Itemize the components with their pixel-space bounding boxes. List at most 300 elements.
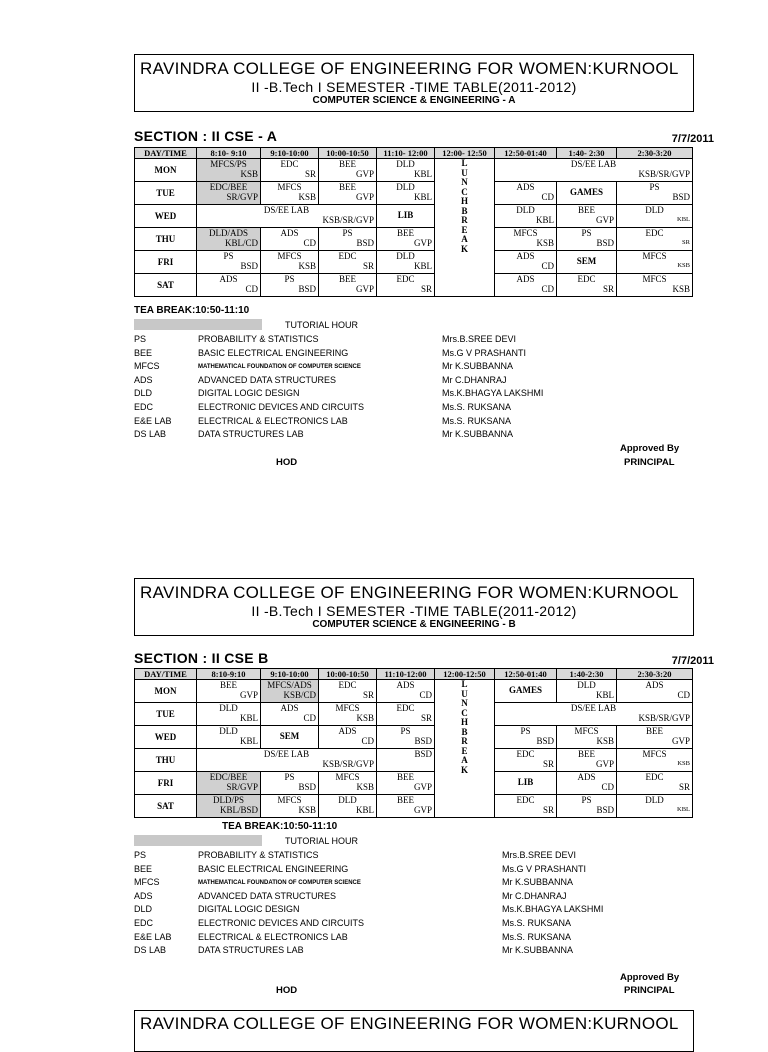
lab-faculty: KSB/SR/GVP bbox=[322, 215, 374, 225]
faculty-code: BSD bbox=[414, 736, 432, 746]
subject-code: PS bbox=[581, 228, 592, 238]
time-header: 9:10-10:00 bbox=[261, 669, 319, 680]
timetable-b bbox=[134, 668, 693, 818]
faculty-code: KSB bbox=[356, 782, 374, 792]
period-cell bbox=[377, 772, 435, 795]
faculty-code: KSB bbox=[240, 169, 258, 179]
faculty-code: KBL bbox=[240, 736, 258, 746]
lunch-letter: E bbox=[461, 224, 468, 235]
period-cell bbox=[197, 274, 261, 297]
activity-name: GAMES bbox=[569, 187, 603, 197]
time-header: 2:30-3:20 bbox=[617, 148, 693, 159]
period-cell bbox=[557, 680, 617, 703]
table-row bbox=[135, 251, 693, 274]
faculty-code: GVP bbox=[355, 169, 374, 179]
tea-break-a: TEA BREAK:10:50-11:10 bbox=[134, 305, 250, 316]
period-cell bbox=[495, 251, 557, 274]
table-row bbox=[135, 159, 693, 182]
legend-code: PS bbox=[134, 334, 147, 344]
faculty-code: SR/GVP bbox=[226, 192, 258, 202]
period-cell bbox=[319, 772, 377, 795]
legend-subject: BASIC ELECTRICAL ENGINEERING bbox=[198, 347, 349, 358]
faculty-code: GVP bbox=[239, 690, 258, 700]
period-cell bbox=[261, 159, 319, 182]
legend-faculty: Ms.G V PRASHANTI bbox=[442, 347, 527, 358]
legend-subject: ELECTRICAL & ELECTRONICS LAB bbox=[198, 415, 348, 426]
faculty-code: BSD bbox=[596, 805, 614, 815]
faculty-code: KSB bbox=[677, 760, 690, 767]
legend-subject: ADVANCED DATA STRUCTURES bbox=[198, 890, 337, 901]
table-row bbox=[135, 228, 693, 251]
lunch-letter: U bbox=[461, 167, 468, 178]
period-cell bbox=[197, 795, 261, 818]
faculty-code: CD bbox=[303, 713, 316, 723]
period-cell bbox=[377, 159, 435, 182]
legend-code: DLD bbox=[134, 388, 153, 399]
lunch-letter: R bbox=[461, 215, 468, 225]
legend-code: DS LAB bbox=[134, 429, 167, 440]
subject-code: MFCS bbox=[277, 795, 302, 805]
time-header: 12:50-01:40 bbox=[495, 669, 557, 680]
legend-code: E&E LAB bbox=[134, 931, 172, 942]
faculty-code: KBL bbox=[677, 806, 690, 813]
lunch-break-cell bbox=[435, 159, 495, 297]
principal-a: PRINCIPAL bbox=[624, 457, 675, 468]
faculty-code: KBL/BSD bbox=[219, 805, 258, 815]
faculty-code: KSB bbox=[356, 713, 374, 723]
faculty-code: SR bbox=[362, 690, 374, 700]
lunch-letter: L bbox=[461, 158, 468, 168]
subject-code: ADS bbox=[516, 274, 535, 284]
date-b: 7/7/2011 bbox=[671, 655, 714, 667]
legend-subject: ELECTRONIC DEVICES AND CIRCUITS bbox=[198, 918, 365, 928]
subject-code: EDC bbox=[516, 749, 535, 759]
period-cell bbox=[617, 251, 693, 274]
period-cell bbox=[197, 680, 261, 703]
subject-code: MFCS bbox=[277, 182, 302, 192]
faculty-code: BSD bbox=[596, 238, 614, 248]
period-cell bbox=[261, 182, 319, 205]
section-title-b: SECTION : II CSE B bbox=[134, 650, 269, 666]
subject-code: MFCS bbox=[335, 772, 360, 782]
period-cell bbox=[197, 182, 261, 205]
faculty-code: KBL/CD bbox=[224, 238, 258, 248]
day-cell: WED bbox=[135, 726, 197, 749]
day-cell: THU bbox=[135, 228, 197, 251]
legend-code: MFCS bbox=[134, 877, 160, 888]
faculty-code: SR/GVP bbox=[226, 782, 258, 792]
period-cell bbox=[617, 205, 693, 228]
legend-code: ADS bbox=[134, 890, 153, 901]
day-cell: MON bbox=[135, 159, 197, 182]
legend-faculty: Ms.K.BHAGYA LAKSHMI bbox=[442, 388, 544, 399]
day-cell: WED bbox=[135, 205, 197, 228]
lunch-letter: K bbox=[460, 243, 468, 254]
faculty-code: GVP bbox=[413, 238, 432, 248]
lunch-letter: L bbox=[461, 679, 468, 689]
faculty-code: BSD bbox=[240, 261, 258, 271]
lunch-letter: C bbox=[461, 186, 468, 197]
period-cell bbox=[261, 772, 319, 795]
period-cell bbox=[197, 228, 261, 251]
legend-code: EDC bbox=[134, 918, 154, 928]
faculty-code: GVP bbox=[413, 782, 432, 792]
lunch-letter: A bbox=[461, 234, 468, 244]
day-cell: THU bbox=[135, 749, 197, 772]
faculty-code: SR bbox=[420, 284, 432, 294]
lab-faculty: KSB/SR/GVP bbox=[638, 169, 690, 179]
table-row bbox=[135, 182, 693, 205]
legend-code: DLD bbox=[134, 904, 153, 915]
section-title-a: SECTION : II CSE - A bbox=[134, 128, 278, 144]
time-header: DAY/TIME bbox=[135, 669, 197, 680]
lunch-letter: A bbox=[461, 755, 468, 765]
day-cell: TUE bbox=[135, 703, 197, 726]
subject-code: BEE bbox=[397, 228, 414, 238]
lunch-letter: H bbox=[460, 717, 468, 727]
faculty-code: KBL bbox=[536, 215, 554, 225]
subject-code: BEE bbox=[578, 205, 595, 215]
faculty-code: GVP bbox=[413, 805, 432, 815]
subject-code: BEE bbox=[646, 726, 663, 736]
faculty-code: SR bbox=[678, 782, 690, 792]
subject-code: DLD/PS bbox=[212, 795, 244, 805]
subject-code: ADS bbox=[219, 274, 238, 284]
period-cell bbox=[557, 274, 617, 297]
header-row bbox=[135, 669, 693, 680]
legend-faculty: Ms.S. RUKSANA bbox=[442, 415, 512, 426]
period-cell bbox=[557, 182, 617, 205]
legend-faculty: Mr K.SUBBANNA bbox=[442, 429, 514, 440]
subject-code: ADS bbox=[577, 772, 596, 782]
legend-code: BEE bbox=[134, 863, 153, 874]
table-row bbox=[135, 205, 693, 228]
dept-name: COMPUTER SCIENCE & ENGINEERING - A bbox=[312, 95, 516, 106]
header-box-c bbox=[134, 1010, 694, 1052]
subject-code: MFCS bbox=[335, 703, 360, 713]
legend-faculty: Mr K.SUBBANNA bbox=[442, 361, 514, 372]
activity-name: LIB bbox=[517, 777, 534, 787]
faculty-code: CD bbox=[601, 782, 614, 792]
faculty-code: CD bbox=[541, 261, 554, 271]
table-row bbox=[135, 749, 693, 772]
subject-code: DLD bbox=[396, 182, 415, 192]
lunch-letter: H bbox=[460, 196, 468, 206]
subject-code: DLD bbox=[516, 205, 535, 215]
subject-code: DLD bbox=[577, 680, 596, 690]
legend-faculty: Mr K.SUBBANNA bbox=[502, 945, 574, 956]
subject-code: MFCS bbox=[642, 749, 667, 759]
activity-name: SEM bbox=[576, 256, 597, 266]
legend-faculty: Mr C.DHANRAJ bbox=[502, 890, 567, 901]
period-cell bbox=[319, 680, 377, 703]
tutorial-swatch-a bbox=[134, 319, 262, 330]
subject-code: ADS bbox=[280, 228, 299, 238]
subject-code: EDC bbox=[645, 772, 664, 782]
subject-code: PS bbox=[581, 795, 592, 805]
lunch-letter: E bbox=[461, 745, 468, 756]
faculty-code: KSB bbox=[298, 192, 316, 202]
subject-code: PS bbox=[223, 251, 234, 261]
subject-code: DLD bbox=[219, 703, 238, 713]
faculty-code: SR bbox=[602, 284, 614, 294]
period-cell bbox=[557, 251, 617, 274]
header-box-a bbox=[134, 54, 694, 112]
period-cell bbox=[495, 703, 693, 726]
period-cell bbox=[319, 182, 377, 205]
subject-code: EDC bbox=[396, 703, 415, 713]
period-cell bbox=[197, 749, 377, 772]
period-cell bbox=[557, 749, 617, 772]
faculty-code: CD bbox=[677, 690, 690, 700]
period-cell bbox=[319, 228, 377, 251]
semester-title: II -B.Tech I SEMESTER -TIME TABLE(2011-2012) bbox=[251, 603, 577, 619]
period-cell bbox=[377, 703, 435, 726]
college-name: RAVINDRA COLLEGE OF ENGINEERING FOR WOMEN:KURNOOL bbox=[140, 59, 679, 78]
faculty-code: KSB bbox=[298, 805, 316, 815]
period-cell bbox=[319, 251, 377, 274]
faculty-code: KSB bbox=[536, 238, 554, 248]
legend-subject: DATA STRUCTURES LAB bbox=[198, 429, 304, 440]
faculty-code: KSB bbox=[596, 736, 614, 746]
period-cell bbox=[495, 228, 557, 251]
subject-code: EDC bbox=[396, 274, 415, 284]
time-header: 1:40-2:30 bbox=[557, 669, 617, 680]
period-cell bbox=[319, 726, 377, 749]
period-cell bbox=[617, 274, 693, 297]
lunch-letter: C bbox=[461, 707, 468, 718]
faculty-code: CD bbox=[361, 736, 374, 746]
period-cell bbox=[197, 703, 261, 726]
faculty-code: KBL bbox=[414, 169, 432, 179]
faculty-code: KBL bbox=[356, 805, 374, 815]
subject-code: EDC bbox=[516, 795, 535, 805]
table-row bbox=[135, 726, 693, 749]
legend-subject: PROBABILITY & STATISTICS bbox=[198, 334, 319, 344]
subject-code: DLD bbox=[396, 159, 415, 169]
college-name: RAVINDRA COLLEGE OF ENGINEERING FOR WOMEN:KURNOOL bbox=[140, 583, 679, 602]
faculty-code: KBL bbox=[596, 690, 614, 700]
subject-code: EDC bbox=[645, 228, 664, 238]
lab-name: DS/EE LAB bbox=[570, 159, 617, 169]
subject-code: BEE bbox=[339, 182, 356, 192]
tutorial-swatch-b bbox=[134, 835, 262, 846]
faculty-code: KBL bbox=[414, 261, 432, 271]
period-cell bbox=[377, 274, 435, 297]
header-box-b bbox=[134, 578, 694, 636]
period-cell bbox=[319, 703, 377, 726]
faculty-code: BSD bbox=[356, 238, 374, 248]
subject-code: ADS bbox=[516, 182, 535, 192]
period-cell bbox=[617, 228, 693, 251]
faculty-code: GVP bbox=[671, 736, 690, 746]
subject-code: MFCS bbox=[513, 228, 538, 238]
period-cell bbox=[377, 205, 435, 228]
subject-code: EDC bbox=[338, 251, 357, 261]
period-cell bbox=[319, 795, 377, 818]
legend-faculty: Mr C.DHANRAJ bbox=[442, 374, 507, 385]
subject-code: PS bbox=[284, 274, 295, 284]
legend-code: BEE bbox=[134, 347, 153, 358]
legend-subject: ELECTRONIC DEVICES AND CIRCUITS bbox=[198, 402, 365, 412]
faculty-code: GVP bbox=[355, 192, 374, 202]
legend-code: EDC bbox=[134, 402, 154, 412]
day-cell: SAT bbox=[135, 274, 197, 297]
legend-subject: BASIC ELECTRICAL ENGINEERING bbox=[198, 863, 349, 874]
subject-code: ADS bbox=[516, 251, 535, 261]
day-cell: FRI bbox=[135, 251, 197, 274]
subject-code: BEE bbox=[578, 749, 595, 759]
lunch-break-cell bbox=[435, 680, 495, 818]
faculty-code: SR bbox=[542, 805, 554, 815]
period-cell bbox=[557, 228, 617, 251]
subject-code: MFCS/PS bbox=[210, 159, 247, 169]
period-cell bbox=[197, 726, 261, 749]
subject-code: DLD bbox=[219, 726, 238, 736]
tutorial-label-a: TUTORIAL HOUR bbox=[285, 320, 359, 330]
table-row bbox=[135, 703, 693, 726]
period-cell bbox=[495, 680, 557, 703]
subject-code: DLD bbox=[645, 795, 664, 805]
table-row bbox=[135, 680, 693, 703]
subject-code: ADS bbox=[396, 680, 415, 690]
lab-name: DS/EE LAB bbox=[263, 749, 310, 759]
period-cell bbox=[319, 159, 377, 182]
period-cell bbox=[557, 795, 617, 818]
legend-subject: MATHEMATICAL FOUNDATION OF COMPUTER SCIENCE bbox=[198, 364, 361, 371]
legend-faculty: Ms.K.BHAGYA LAKSHMI bbox=[502, 904, 604, 915]
period-cell bbox=[557, 772, 617, 795]
time-header: 1:40- 2:30 bbox=[557, 148, 617, 159]
lab-name: DS/EE LAB bbox=[263, 205, 310, 215]
period-cell bbox=[261, 703, 319, 726]
period-cell bbox=[261, 680, 319, 703]
period-cell bbox=[377, 749, 435, 772]
period-cell bbox=[495, 205, 557, 228]
time-header: 8:10- 9:10 bbox=[197, 148, 261, 159]
period-cell bbox=[617, 772, 693, 795]
period-cell bbox=[495, 274, 557, 297]
period-cell bbox=[197, 205, 377, 228]
period-cell bbox=[197, 772, 261, 795]
period-cell bbox=[617, 680, 693, 703]
faculty-code: KSB bbox=[672, 284, 690, 294]
period-cell bbox=[319, 274, 377, 297]
subject-code: ADS bbox=[338, 726, 357, 736]
legend-faculty: Ms.S. RUKSANA bbox=[502, 931, 572, 942]
period-cell bbox=[495, 726, 557, 749]
subject-code: EDC/BEE bbox=[209, 182, 248, 192]
faculty-code: BSD bbox=[672, 192, 690, 202]
subject-code: PS bbox=[284, 772, 295, 782]
faculty-code: SR bbox=[542, 759, 554, 769]
subject-code: ADS bbox=[645, 680, 664, 690]
day-cell: FRI bbox=[135, 772, 197, 795]
tutorial-label-b: TUTORIAL HOUR bbox=[285, 836, 359, 846]
lunch-letter: U bbox=[461, 688, 468, 699]
date-a: 7/7/2011 bbox=[671, 133, 714, 145]
subject-code: BEE bbox=[220, 680, 237, 690]
time-header: 10:00-10:50 bbox=[319, 669, 377, 680]
period-cell bbox=[495, 795, 557, 818]
period-cell bbox=[495, 749, 557, 772]
subject-code: MFCS bbox=[574, 726, 599, 736]
subject-code: PS bbox=[649, 182, 660, 192]
subject-code: BEE bbox=[397, 795, 414, 805]
period-cell bbox=[617, 749, 693, 772]
period-cell bbox=[557, 205, 617, 228]
period-cell bbox=[617, 795, 693, 818]
subject-code: DLD bbox=[396, 251, 415, 261]
faculty-code: BSD bbox=[414, 749, 432, 759]
lab-name: DS/EE LAB bbox=[570, 703, 617, 713]
subject-code: DLD/ADS bbox=[208, 228, 248, 238]
period-cell bbox=[261, 251, 319, 274]
legend-code: PS bbox=[134, 850, 147, 860]
lunch-letter: N bbox=[461, 177, 468, 187]
period-cell bbox=[197, 159, 261, 182]
hod-b: HOD bbox=[276, 985, 298, 996]
faculty-code: KBL bbox=[414, 192, 432, 202]
period-cell bbox=[617, 726, 693, 749]
time-header: 11:10-12:00 bbox=[377, 669, 435, 680]
period-cell bbox=[377, 182, 435, 205]
period-cell bbox=[617, 182, 693, 205]
period-cell bbox=[261, 274, 319, 297]
lunch-letter: K bbox=[460, 764, 468, 775]
period-cell bbox=[377, 726, 435, 749]
faculty-code: BSD bbox=[298, 284, 316, 294]
day-cell: TUE bbox=[135, 182, 197, 205]
legend-code: DS LAB bbox=[134, 945, 167, 956]
dept-name: COMPUTER SCIENCE & ENGINEERING - B bbox=[312, 619, 516, 630]
legend-subject: MATHEMATICAL FOUNDATION OF COMPUTER SCIENCE bbox=[198, 880, 361, 887]
time-header: DAY/TIME bbox=[135, 148, 197, 159]
faculty-code: KBL bbox=[677, 216, 690, 223]
faculty-code: KSB bbox=[298, 261, 316, 271]
legend-subject: PROBABILITY & STATISTICS bbox=[198, 850, 319, 860]
subject-code: DLD bbox=[645, 205, 664, 215]
period-cell bbox=[261, 726, 319, 749]
period-cell bbox=[377, 251, 435, 274]
subject-code: BEE bbox=[397, 772, 414, 782]
semester-title: II -B.Tech I SEMESTER -TIME TABLE(2011-2012) bbox=[251, 79, 577, 95]
period-cell bbox=[495, 772, 557, 795]
legend-faculty: Ms.S. RUKSANA bbox=[442, 402, 512, 412]
tea-break-b: TEA BREAK:10:50-11:10 bbox=[222, 821, 338, 832]
faculty-code: BSD bbox=[536, 736, 554, 746]
lab-faculty: KSB/SR/GVP bbox=[638, 713, 690, 723]
legend-faculty: Mrs.B.SREE DEVI bbox=[502, 850, 577, 860]
table-row bbox=[135, 274, 693, 297]
time-header: 9:10-10:00 bbox=[261, 148, 319, 159]
faculty-code: CD bbox=[541, 192, 554, 202]
legend-subject: DATA STRUCTURES LAB bbox=[198, 945, 304, 956]
subject-code: EDC bbox=[577, 274, 596, 284]
period-cell bbox=[261, 795, 319, 818]
subject-code: EDC bbox=[338, 680, 357, 690]
subject-code: PS bbox=[400, 726, 411, 736]
faculty-code: GVP bbox=[595, 759, 614, 769]
lunch-letter: R bbox=[461, 736, 468, 746]
faculty-code: SR bbox=[362, 261, 374, 271]
period-cell bbox=[495, 159, 693, 182]
time-header: 10:00-10:50 bbox=[319, 148, 377, 159]
college-name: RAVINDRA COLLEGE OF ENGINEERING FOR WOMEN:KURNOOL bbox=[140, 1014, 679, 1033]
period-cell bbox=[377, 228, 435, 251]
subject-code: DLD bbox=[338, 795, 357, 805]
principal-b: PRINCIPAL bbox=[624, 985, 675, 996]
